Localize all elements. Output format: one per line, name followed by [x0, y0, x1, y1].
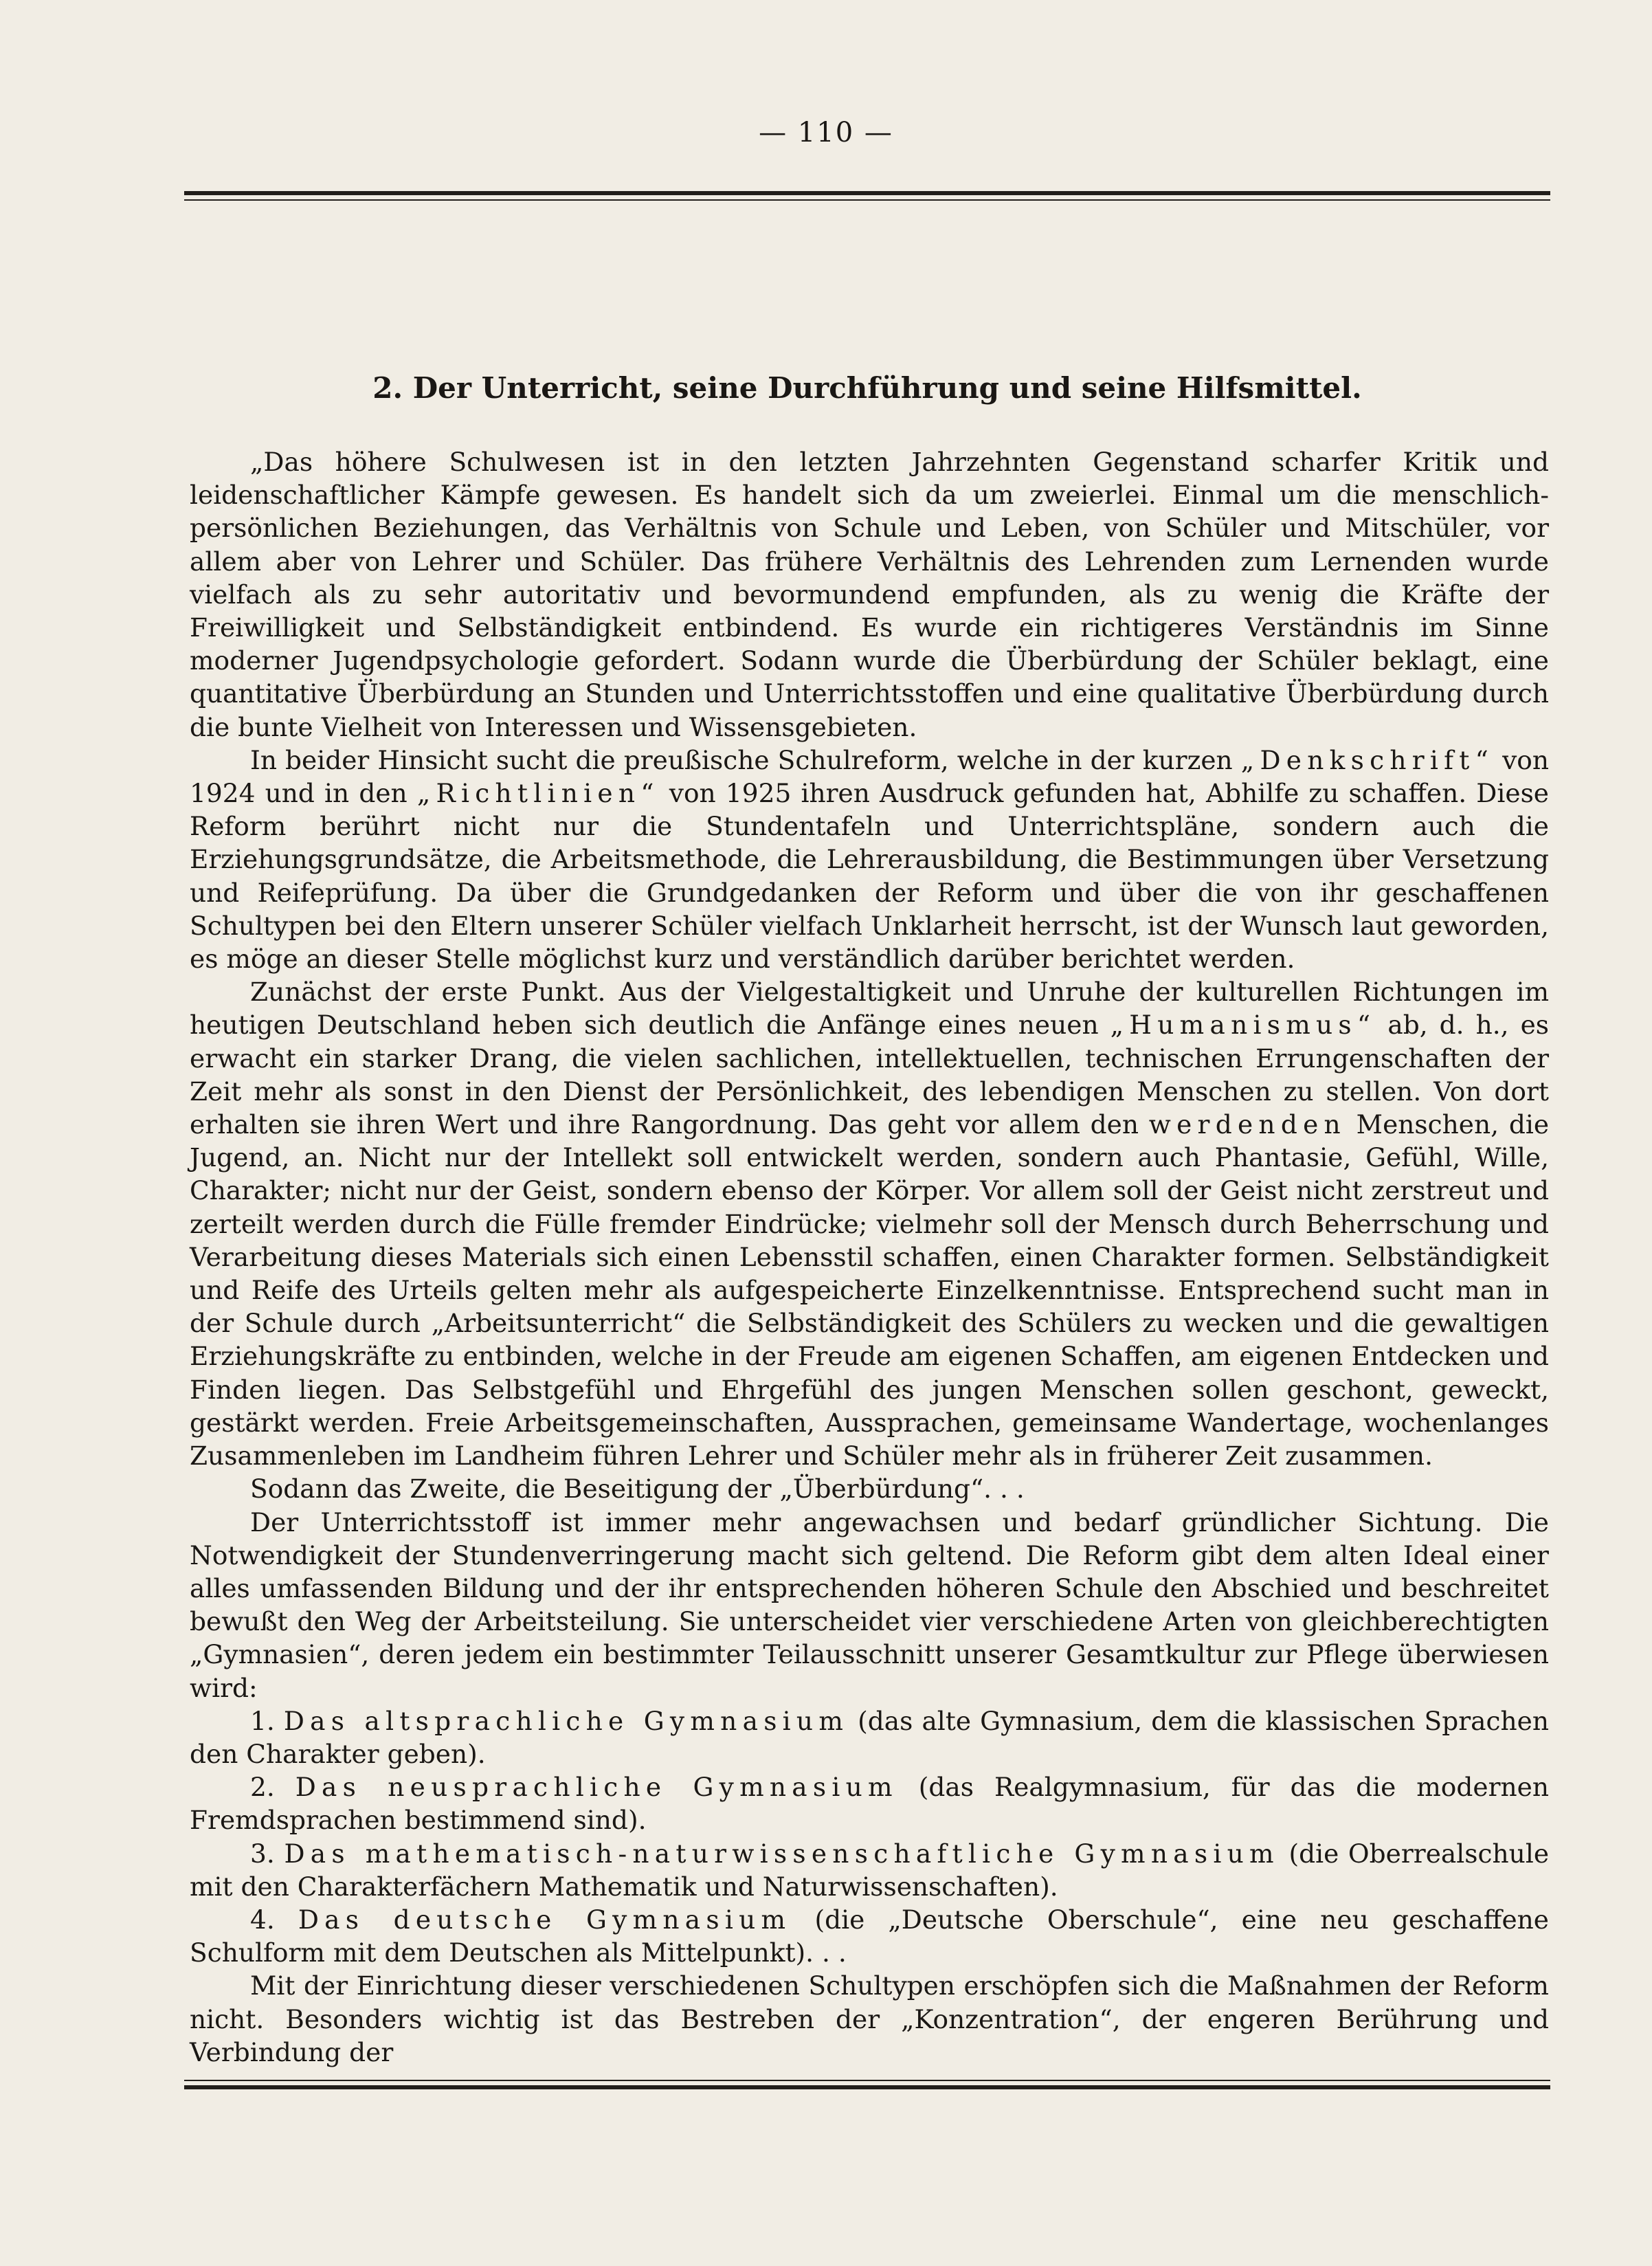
list-item-name: Das altsprachliche Gymnasium	[283, 1705, 849, 1736]
bottom-rule	[184, 2085, 1550, 2089]
emphasis-humanismus: „Humanismus“	[1110, 1010, 1376, 1041]
emphasis-richtlinien: „Richtlinien“	[416, 778, 660, 809]
list-item-name: Das mathematisch-naturwissenschaftliche Gymnasium	[284, 1838, 1280, 1869]
list-item-name: Das neusprachliche Gymnasium	[295, 1772, 898, 1803]
paragraph-unterrichtsstoff: Der Unterrichtsstoff ist immer mehr angewachsen und bedarf gründlicher Sichtung. Die Notwendigkeit der Stundenverringerung macht sich geltend. Die Reform gibt dem alten Ideal einer alles umfassenden Bildung und der ihr entsprechenden höheren Schule den Abschied und beschreitet bewußt den Weg der Arbeitsteilung. Sie unterscheidet vier verschiedene Arten von gleichberechtigten „Gymnasien“, deren jedem ein bestimmter Teilausschnitt unserer Gesamtkultur zur Pflege überwiesen wird:	[190, 1507, 1549, 1703]
paragraph-humanismus: Zunächst der erste Punkt. Aus der Vielgestaltigkeit und Unruhe der kulturellen Richtungen im heutigen Deutschland heben sich deutlich die Anfänge eines neuen „Humanismus“ ab, d. h., es erwacht ein starker Drang, die vielen sachlichen, intellektuellen, technischen Errungenschaften der Zeit mehr als sonst in den Dienst der Persönlichkeit, des lebendigen Menschen zu stellen. Von dort erhalten sie ihren Wert und ihre Rangordnung. Das geht vor allem den werdenden Menschen, die Jugend, an. Nicht nur der Intellekt soll entwickelt werden, sondern auch Phantasie, Gefühl, Wille, Charakter; nicht nur der Geist, sondern ebenso der Körper. Vor allem soll der Geist nicht zerstreut und zerteilt werden durch die Fülle fremder Eindrücke; vielmehr soll der Mensch durch Beherrschung und Verarbeitung dieses Materials sich einen Lebensstil schaffen, einen Charakter formen. Selbständigkeit und Reife des Urteils gelten mehr als aufgespeicherte Einzelkenntnisse. Entsprechend sucht man in der Schule durch „Arbeitsunterricht“ die Selbständigkeit des Schülers zu wecken und die gewaltigen Erziehungskräfte zu entbinden, welche in der Freude am eigenen Schaffen, am eigenen Entdecken und Finden liegen. Das Selbstgefühl und Ehrgefühl des jungen Menschen sollen geschont, geweckt, gestärkt werden. Freie Arbeitsgemeinschaften, Aussprachen, gemeinsame Wandertage, wochenlanges Zusammenleben im Landheim führen Lehrer und Schüler mehr als in früherer Zeit zusammen.	[190, 977, 1550, 1471]
list-item: 2. Das neusprachliche Gymnasium (das Realgymnasium, für das die modernen Fremdsprachen bestimmend sind).	[190, 1772, 1550, 1836]
emphasis-denkschrift: „Denkschrift“	[1240, 744, 1495, 775]
list-item-name: Das deutsche Gymnasium	[298, 1904, 792, 1935]
list-item: 3. Das mathematisch-naturwissenschaftliche Gymnasium (die Oberrealschule mit den Charakterfächern Mathematik und Naturwissenschaften).	[190, 1838, 1550, 1902]
emphasis-werdenden: werdenden	[1148, 1109, 1346, 1140]
paragraph-reform: In beider Hinsicht sucht die preußische Schulreform, welche in der kurzen „Denkschrift“ von 1924 und in den „Richtlinien“ von 1925 ihren Ausdruck gefunden hat, Abhilfe zu schaffen. Diese Reform berührt nicht nur die Stundentafeln und Unterrichtspläne, sondern auch die Erziehungsgrundsätze, die Arbeitsmethode, die Lehrerausbildung, die Bestimmungen über Versetzung und Reifeprüfung. Da über die Grundgedanken der Reform und über die von ihr geschaffenen Schultypen bei den Eltern unserer Schüler vielfach Unklarheit herrscht, ist der Wunsch laut geworden, es möge an dieser Stelle möglichst kurz und verständlich darüber berichtet werden.	[190, 744, 1549, 975]
section-title: 2. Der Unterricht, seine Durchführung und seine Hilfsmittel.	[372, 371, 1362, 405]
paragraph-zweite: Sodann das Zweite, die Beseitigung der „Überbürdung“. . .	[250, 1474, 1025, 1504]
bottom-rule-thin	[184, 2080, 1550, 2081]
list-item: 1. Das altsprachliche Gymnasium (das alte Gymnasium, dem die klassischen Sprachen den Charakter geben).	[190, 1705, 1549, 1769]
top-rule	[184, 191, 1550, 195]
body-text	[190, 445, 1549, 2069]
paragraph-intro: „Das höhere Schulwesen ist in den letzten Jahrzehnten Gegenstand scharfer Kritik und leidenschaftlicher Kämpfe gewesen. Es handelt sich da um zweierlei. Einmal um die menschlich-persönlichen Beziehungen, das Verhältnis von Schule und Leben, von Schüler und Mitschüler, vor allem aber von Lehrer und Schüler. Das frühere Verhältnis des Lehrenden zum Lernenden wurde vielfach als zu sehr autoritativ und bevormundend empfunden, als zu wenig die Kräfte der Freiwilligkeit und Selbständigkeit entbindend. Es wurde ein richtigeres Verständnis im Sinne moderner Jugendpsychologie gefordert. Sodann wurde die Überbürdung der Schüler beklagt, eine quantitative Überbürdung an Stunden und Unterrichtsstoffen und eine qualitative Überbürdung durch die bunte Vielheit von Interessen und Wissensgebieten.	[190, 447, 1549, 742]
page-number: — 110 —	[759, 117, 893, 148]
top-rule-thin	[184, 199, 1550, 201]
paragraph-konzentration: Mit der Einrichtung dieser verschiedenen Schultypen erschöpfen sich die Maßnahmen der Reform nicht. Besonders wichtig ist das Bestreben der „Konzentration“, der engeren Berührung und Verbindung der	[190, 1970, 1549, 2067]
list-item: 4. Das deutsche Gymnasium (die „Deutsche Oberschule“, eine neu geschaffene Schulform mit dem Deutschen als Mittelpunkt). . .	[190, 1904, 1549, 1968]
